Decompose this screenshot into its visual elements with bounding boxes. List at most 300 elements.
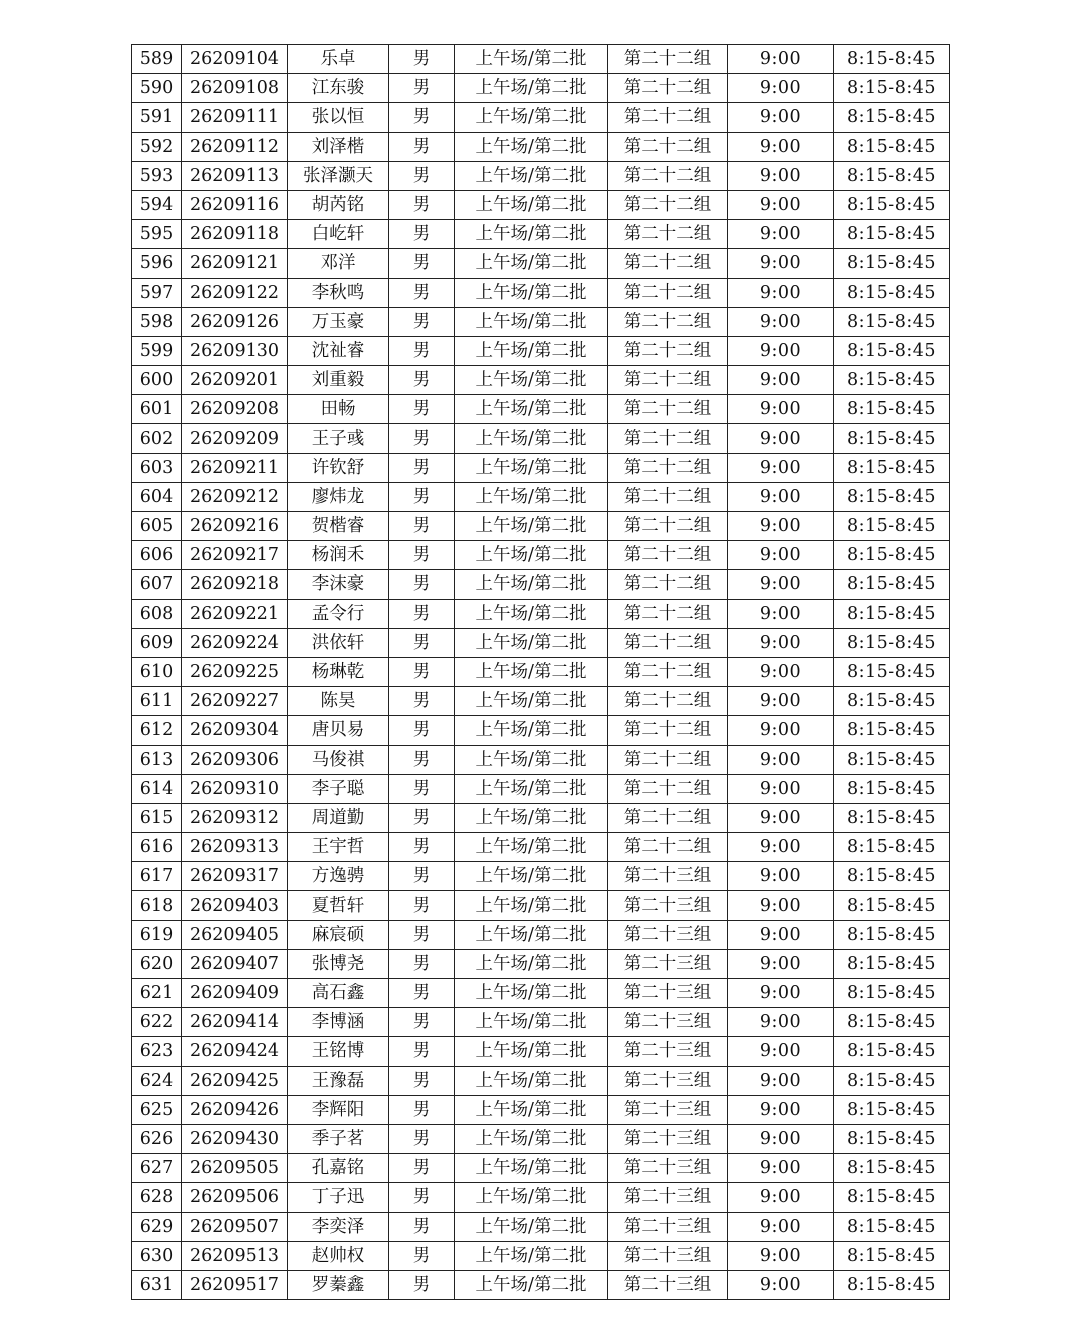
check-in-time-cell: 8:15-8:45 [834, 220, 950, 249]
exam-time-cell: 9:00 [728, 833, 834, 862]
table-row [132, 949, 950, 978]
student-id-cell: 26209112 [182, 132, 288, 161]
session-batch-cell: 上午场/第二批 [455, 570, 608, 599]
row-number-cell: 598 [132, 307, 182, 336]
table-row [132, 833, 950, 862]
gender-cell: 男 [389, 278, 455, 307]
check-in-time-cell: 8:15-8:45 [834, 103, 950, 132]
gender-cell: 男 [389, 833, 455, 862]
student-id-cell: 26209218 [182, 570, 288, 599]
gender-cell: 男 [389, 190, 455, 219]
table-row [132, 453, 950, 482]
session-batch-cell: 上午场/第二批 [455, 949, 608, 978]
gender-cell: 男 [389, 1037, 455, 1066]
table-row [132, 278, 950, 307]
student-id-cell: 26209407 [182, 949, 288, 978]
student-id-cell: 26209430 [182, 1124, 288, 1153]
exam-time-cell: 9:00 [728, 745, 834, 774]
student-name-cell: 乐卓 [288, 45, 389, 74]
group-cell: 第二十三组 [608, 1270, 728, 1299]
gender-cell: 男 [389, 512, 455, 541]
student-id-cell: 26209221 [182, 599, 288, 628]
student-id-cell: 26209108 [182, 74, 288, 103]
session-batch-cell: 上午场/第二批 [455, 336, 608, 365]
student-id-cell: 26209122 [182, 278, 288, 307]
row-number-cell: 593 [132, 161, 182, 190]
gender-cell: 男 [389, 920, 455, 949]
roster-table-body [132, 45, 950, 1300]
student-id-cell: 26209426 [182, 1095, 288, 1124]
session-batch-cell: 上午场/第二批 [455, 716, 608, 745]
check-in-time-cell: 8:15-8:45 [834, 1270, 950, 1299]
group-cell: 第二十三组 [608, 1154, 728, 1183]
group-cell: 第二十二组 [608, 249, 728, 278]
exam-time-cell: 9:00 [728, 628, 834, 657]
gender-cell: 男 [389, 1095, 455, 1124]
group-cell: 第二十二组 [608, 278, 728, 307]
session-batch-cell: 上午场/第二批 [455, 1066, 608, 1095]
check-in-time-cell: 8:15-8:45 [834, 1066, 950, 1095]
student-name-cell: 季子茗 [288, 1124, 389, 1153]
gender-cell: 男 [389, 45, 455, 74]
exam-time-cell: 9:00 [728, 307, 834, 336]
group-cell: 第二十三组 [608, 1066, 728, 1095]
gender-cell: 男 [389, 453, 455, 482]
student-id-cell: 26209121 [182, 249, 288, 278]
student-name-cell: 方逸骋 [288, 862, 389, 891]
group-cell: 第二十二组 [608, 395, 728, 424]
row-number-cell: 597 [132, 278, 182, 307]
check-in-time-cell: 8:15-8:45 [834, 366, 950, 395]
student-id-cell: 26209513 [182, 1241, 288, 1270]
session-batch-cell: 上午场/第二批 [455, 1183, 608, 1212]
session-batch-cell: 上午场/第二批 [455, 628, 608, 657]
exam-time-cell: 9:00 [728, 190, 834, 219]
gender-cell: 男 [389, 103, 455, 132]
row-number-cell: 608 [132, 599, 182, 628]
group-cell: 第二十三组 [608, 1095, 728, 1124]
exam-time-cell: 9:00 [728, 1037, 834, 1066]
exam-time-cell: 9:00 [728, 482, 834, 511]
exam-time-cell: 9:00 [728, 1008, 834, 1037]
session-batch-cell: 上午场/第二批 [455, 278, 608, 307]
exam-time-cell: 9:00 [728, 336, 834, 365]
gender-cell: 男 [389, 220, 455, 249]
student-name-cell: 李辉阳 [288, 1095, 389, 1124]
row-number-cell: 616 [132, 833, 182, 862]
check-in-time-cell: 8:15-8:45 [834, 1241, 950, 1270]
session-batch-cell: 上午场/第二批 [455, 307, 608, 336]
session-batch-cell: 上午场/第二批 [455, 541, 608, 570]
gender-cell: 男 [389, 570, 455, 599]
table-row [132, 482, 950, 511]
table-row [132, 1270, 950, 1299]
session-batch-cell: 上午场/第二批 [455, 220, 608, 249]
row-number-cell: 606 [132, 541, 182, 570]
check-in-time-cell: 8:15-8:45 [834, 395, 950, 424]
student-name-cell: 邓洋 [288, 249, 389, 278]
student-name-cell: 沈祉睿 [288, 336, 389, 365]
student-id-cell: 26209507 [182, 1212, 288, 1241]
exam-time-cell: 9:00 [728, 45, 834, 74]
group-cell: 第二十二组 [608, 570, 728, 599]
check-in-time-cell: 8:15-8:45 [834, 803, 950, 832]
exam-time-cell: 9:00 [728, 395, 834, 424]
exam-time-cell: 9:00 [728, 1183, 834, 1212]
row-number-cell: 626 [132, 1124, 182, 1153]
table-row [132, 190, 950, 219]
student-id-cell: 26209403 [182, 891, 288, 920]
gender-cell: 男 [389, 745, 455, 774]
student-id-cell: 26209312 [182, 803, 288, 832]
student-name-cell: 田畅 [288, 395, 389, 424]
gender-cell: 男 [389, 424, 455, 453]
session-batch-cell: 上午场/第二批 [455, 161, 608, 190]
session-batch-cell: 上午场/第二批 [455, 657, 608, 686]
group-cell: 第二十二组 [608, 687, 728, 716]
check-in-time-cell: 8:15-8:45 [834, 45, 950, 74]
student-id-cell: 26209405 [182, 920, 288, 949]
exam-time-cell: 9:00 [728, 453, 834, 482]
exam-time-cell: 9:00 [728, 979, 834, 1008]
group-cell: 第二十二组 [608, 161, 728, 190]
student-id-cell: 26209216 [182, 512, 288, 541]
group-cell: 第二十二组 [608, 424, 728, 453]
table-row [132, 366, 950, 395]
table-row [132, 1008, 950, 1037]
row-number-cell: 614 [132, 774, 182, 803]
check-in-time-cell: 8:15-8:45 [834, 599, 950, 628]
check-in-time-cell: 8:15-8:45 [834, 1154, 950, 1183]
row-number-cell: 622 [132, 1008, 182, 1037]
student-name-cell: 周道勤 [288, 803, 389, 832]
student-name-cell: 王豫磊 [288, 1066, 389, 1095]
table-row [132, 103, 950, 132]
table-row [132, 774, 950, 803]
row-number-cell: 594 [132, 190, 182, 219]
roster-table [131, 44, 950, 1300]
row-number-cell: 591 [132, 103, 182, 132]
student-name-cell: 李沫豪 [288, 570, 389, 599]
table-row [132, 745, 950, 774]
check-in-time-cell: 8:15-8:45 [834, 745, 950, 774]
check-in-time-cell: 8:15-8:45 [834, 891, 950, 920]
student-name-cell: 许钦舒 [288, 453, 389, 482]
student-id-cell: 26209424 [182, 1037, 288, 1066]
group-cell: 第二十三组 [608, 891, 728, 920]
student-name-cell: 高石鑫 [288, 979, 389, 1008]
student-id-cell: 26209126 [182, 307, 288, 336]
group-cell: 第二十二组 [608, 132, 728, 161]
row-number-cell: 595 [132, 220, 182, 249]
student-id-cell: 26209505 [182, 1154, 288, 1183]
exam-time-cell: 9:00 [728, 161, 834, 190]
row-number-cell: 628 [132, 1183, 182, 1212]
check-in-time-cell: 8:15-8:45 [834, 628, 950, 657]
exam-time-cell: 9:00 [728, 716, 834, 745]
gender-cell: 男 [389, 949, 455, 978]
session-batch-cell: 上午场/第二批 [455, 424, 608, 453]
student-name-cell: 丁子迅 [288, 1183, 389, 1212]
row-number-cell: 609 [132, 628, 182, 657]
student-name-cell: 王宇哲 [288, 833, 389, 862]
exam-time-cell: 9:00 [728, 1124, 834, 1153]
group-cell: 第二十三组 [608, 1212, 728, 1241]
gender-cell: 男 [389, 803, 455, 832]
table-row [132, 1154, 950, 1183]
student-id-cell: 26209227 [182, 687, 288, 716]
session-batch-cell: 上午场/第二批 [455, 687, 608, 716]
student-id-cell: 26209224 [182, 628, 288, 657]
table-row [132, 45, 950, 74]
table-row [132, 1212, 950, 1241]
group-cell: 第二十二组 [608, 336, 728, 365]
row-number-cell: 617 [132, 862, 182, 891]
exam-time-cell: 9:00 [728, 278, 834, 307]
check-in-time-cell: 8:15-8:45 [834, 949, 950, 978]
student-id-cell: 26209116 [182, 190, 288, 219]
student-name-cell: 张博尧 [288, 949, 389, 978]
session-batch-cell: 上午场/第二批 [455, 395, 608, 424]
row-number-cell: 613 [132, 745, 182, 774]
row-number-cell: 610 [132, 657, 182, 686]
exam-time-cell: 9:00 [728, 774, 834, 803]
check-in-time-cell: 8:15-8:45 [834, 1095, 950, 1124]
group-cell: 第二十三组 [608, 949, 728, 978]
gender-cell: 男 [389, 716, 455, 745]
exam-time-cell: 9:00 [728, 512, 834, 541]
session-batch-cell: 上午场/第二批 [455, 1037, 608, 1066]
group-cell: 第二十三组 [608, 979, 728, 1008]
check-in-time-cell: 8:15-8:45 [834, 774, 950, 803]
table-row [132, 570, 950, 599]
session-batch-cell: 上午场/第二批 [455, 74, 608, 103]
session-batch-cell: 上午场/第二批 [455, 979, 608, 1008]
student-id-cell: 26209113 [182, 161, 288, 190]
student-name-cell: 胡芮铭 [288, 190, 389, 219]
row-number-cell: 605 [132, 512, 182, 541]
exam-time-cell: 9:00 [728, 570, 834, 599]
student-name-cell: 张泽灏天 [288, 161, 389, 190]
row-number-cell: 602 [132, 424, 182, 453]
check-in-time-cell: 8:15-8:45 [834, 833, 950, 862]
check-in-time-cell: 8:15-8:45 [834, 1008, 950, 1037]
group-cell: 第二十三组 [608, 1008, 728, 1037]
row-number-cell: 627 [132, 1154, 182, 1183]
student-name-cell: 洪依轩 [288, 628, 389, 657]
table-row [132, 628, 950, 657]
table-row [132, 1066, 950, 1095]
student-name-cell: 罗蓁鑫 [288, 1270, 389, 1299]
student-name-cell: 廖炜龙 [288, 482, 389, 511]
student-id-cell: 26209313 [182, 833, 288, 862]
session-batch-cell: 上午场/第二批 [455, 1270, 608, 1299]
table-row [132, 161, 950, 190]
row-number-cell: 601 [132, 395, 182, 424]
student-id-cell: 26209425 [182, 1066, 288, 1095]
check-in-time-cell: 8:15-8:45 [834, 920, 950, 949]
session-batch-cell: 上午场/第二批 [455, 190, 608, 219]
student-name-cell: 孟令行 [288, 599, 389, 628]
student-name-cell: 李博涵 [288, 1008, 389, 1037]
student-name-cell: 张以恒 [288, 103, 389, 132]
student-name-cell: 夏哲轩 [288, 891, 389, 920]
table-row [132, 220, 950, 249]
row-number-cell: 629 [132, 1212, 182, 1241]
gender-cell: 男 [389, 1241, 455, 1270]
student-name-cell: 白屹轩 [288, 220, 389, 249]
session-batch-cell: 上午场/第二批 [455, 745, 608, 774]
student-name-cell: 唐贝易 [288, 716, 389, 745]
row-number-cell: 611 [132, 687, 182, 716]
student-id-cell: 26209304 [182, 716, 288, 745]
table-row [132, 132, 950, 161]
group-cell: 第二十三组 [608, 1037, 728, 1066]
check-in-time-cell: 8:15-8:45 [834, 862, 950, 891]
row-number-cell: 624 [132, 1066, 182, 1095]
group-cell: 第二十三组 [608, 1241, 728, 1270]
session-batch-cell: 上午场/第二批 [455, 249, 608, 278]
group-cell: 第二十二组 [608, 541, 728, 570]
table-row [132, 249, 950, 278]
student-id-cell: 26209317 [182, 862, 288, 891]
exam-time-cell: 9:00 [728, 74, 834, 103]
table-row [132, 687, 950, 716]
gender-cell: 男 [389, 366, 455, 395]
student-id-cell: 26209409 [182, 979, 288, 1008]
row-number-cell: 592 [132, 132, 182, 161]
student-name-cell: 杨润禾 [288, 541, 389, 570]
student-id-cell: 26209211 [182, 453, 288, 482]
table-row [132, 979, 950, 1008]
table-row [132, 862, 950, 891]
session-batch-cell: 上午场/第二批 [455, 1008, 608, 1037]
session-batch-cell: 上午场/第二批 [455, 103, 608, 132]
group-cell: 第二十二组 [608, 453, 728, 482]
exam-time-cell: 9:00 [728, 1154, 834, 1183]
gender-cell: 男 [389, 1124, 455, 1153]
gender-cell: 男 [389, 541, 455, 570]
group-cell: 第二十二组 [608, 716, 728, 745]
exam-time-cell: 9:00 [728, 920, 834, 949]
gender-cell: 男 [389, 1154, 455, 1183]
table-row [132, 891, 950, 920]
gender-cell: 男 [389, 599, 455, 628]
row-number-cell: 630 [132, 1241, 182, 1270]
check-in-time-cell: 8:15-8:45 [834, 979, 950, 1008]
check-in-time-cell: 8:15-8:45 [834, 570, 950, 599]
group-cell: 第二十二组 [608, 45, 728, 74]
table-row [132, 1037, 950, 1066]
group-cell: 第二十二组 [608, 833, 728, 862]
group-cell: 第二十二组 [608, 745, 728, 774]
group-cell: 第二十三组 [608, 1183, 728, 1212]
student-name-cell: 麻宸硕 [288, 920, 389, 949]
session-batch-cell: 上午场/第二批 [455, 599, 608, 628]
gender-cell: 男 [389, 161, 455, 190]
student-name-cell: 刘重毅 [288, 366, 389, 395]
check-in-time-cell: 8:15-8:45 [834, 1183, 950, 1212]
check-in-time-cell: 8:15-8:45 [834, 1212, 950, 1241]
group-cell: 第二十二组 [608, 512, 728, 541]
check-in-time-cell: 8:15-8:45 [834, 74, 950, 103]
gender-cell: 男 [389, 979, 455, 1008]
student-id-cell: 26209209 [182, 424, 288, 453]
gender-cell: 男 [389, 657, 455, 686]
check-in-time-cell: 8:15-8:45 [834, 190, 950, 219]
session-batch-cell: 上午场/第二批 [455, 1124, 608, 1153]
check-in-time-cell: 8:15-8:45 [834, 424, 950, 453]
exam-time-cell: 9:00 [728, 1241, 834, 1270]
exam-time-cell: 9:00 [728, 541, 834, 570]
session-batch-cell: 上午场/第二批 [455, 1154, 608, 1183]
session-batch-cell: 上午场/第二批 [455, 803, 608, 832]
group-cell: 第二十二组 [608, 803, 728, 832]
check-in-time-cell: 8:15-8:45 [834, 482, 950, 511]
table-row [132, 1183, 950, 1212]
session-batch-cell: 上午场/第二批 [455, 482, 608, 511]
row-number-cell: 612 [132, 716, 182, 745]
student-name-cell: 王铭博 [288, 1037, 389, 1066]
student-id-cell: 26209506 [182, 1183, 288, 1212]
check-in-time-cell: 8:15-8:45 [834, 687, 950, 716]
exam-time-cell: 9:00 [728, 366, 834, 395]
exam-time-cell: 9:00 [728, 599, 834, 628]
session-batch-cell: 上午场/第二批 [455, 891, 608, 920]
table-row [132, 74, 950, 103]
student-id-cell: 26209306 [182, 745, 288, 774]
table-row [132, 424, 950, 453]
gender-cell: 男 [389, 307, 455, 336]
exam-time-cell: 9:00 [728, 1066, 834, 1095]
student-name-cell: 李秋鸣 [288, 278, 389, 307]
session-batch-cell: 上午场/第二批 [455, 774, 608, 803]
table-row [132, 1124, 950, 1153]
exam-time-cell: 9:00 [728, 891, 834, 920]
session-batch-cell: 上午场/第二批 [455, 1095, 608, 1124]
table-row [132, 512, 950, 541]
table-row [132, 1241, 950, 1270]
student-id-cell: 26209225 [182, 657, 288, 686]
group-cell: 第二十二组 [608, 657, 728, 686]
exam-time-cell: 9:00 [728, 1212, 834, 1241]
exam-time-cell: 9:00 [728, 1270, 834, 1299]
gender-cell: 男 [389, 1212, 455, 1241]
check-in-time-cell: 8:15-8:45 [834, 716, 950, 745]
row-number-cell: 623 [132, 1037, 182, 1066]
session-batch-cell: 上午场/第二批 [455, 366, 608, 395]
table-row [132, 716, 950, 745]
row-number-cell: 631 [132, 1270, 182, 1299]
gender-cell: 男 [389, 891, 455, 920]
table-row [132, 803, 950, 832]
student-id-cell: 26209517 [182, 1270, 288, 1299]
exam-time-cell: 9:00 [728, 1095, 834, 1124]
check-in-time-cell: 8:15-8:45 [834, 512, 950, 541]
group-cell: 第二十二组 [608, 307, 728, 336]
gender-cell: 男 [389, 774, 455, 803]
check-in-time-cell: 8:15-8:45 [834, 307, 950, 336]
row-number-cell: 619 [132, 920, 182, 949]
student-id-cell: 26209217 [182, 541, 288, 570]
exam-time-cell: 9:00 [728, 657, 834, 686]
exam-time-cell: 9:00 [728, 949, 834, 978]
table-row [132, 920, 950, 949]
group-cell: 第二十二组 [608, 190, 728, 219]
student-name-cell: 万玉豪 [288, 307, 389, 336]
student-name-cell: 江东骏 [288, 74, 389, 103]
check-in-time-cell: 8:15-8:45 [834, 657, 950, 686]
